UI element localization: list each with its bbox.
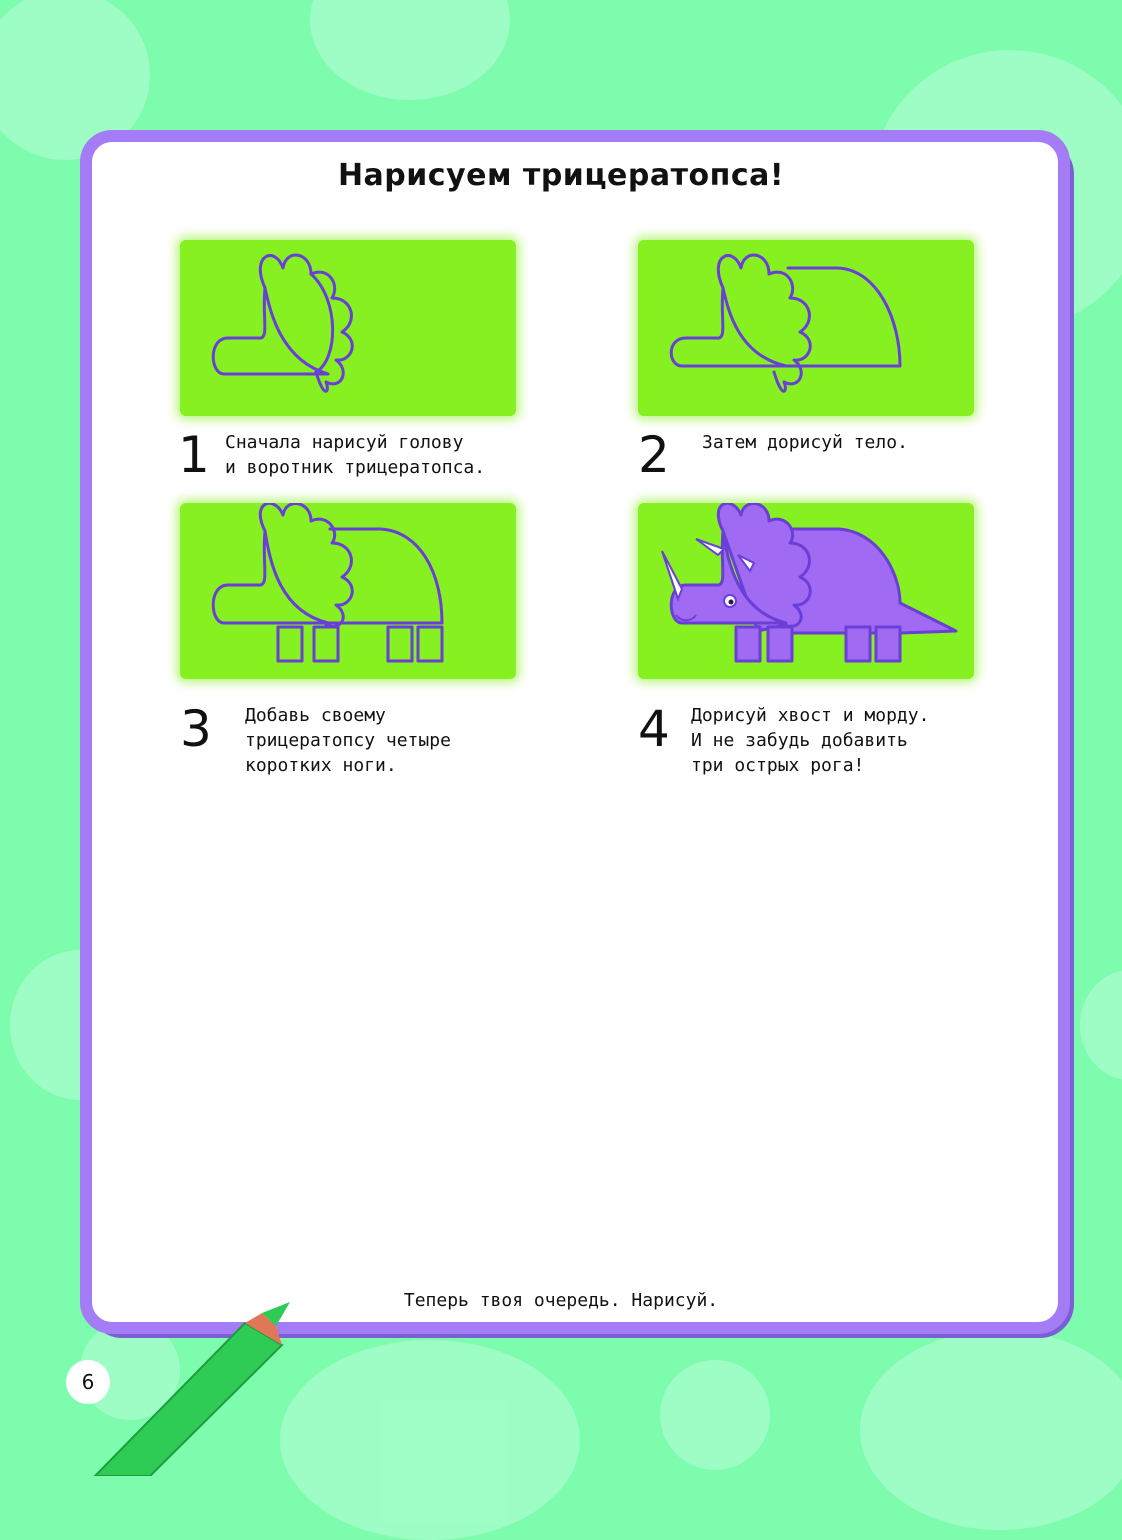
page-title: Нарисуем трицератопса! <box>337 158 785 193</box>
step-3-text: Добавь своему трицератопсу четыре коротких ноги. <box>245 705 451 776</box>
background-bubble <box>280 1340 580 1540</box>
step-4-number: 4 <box>638 700 670 758</box>
step-4-illustration <box>638 503 974 679</box>
background-bubble <box>860 1330 1122 1530</box>
background-bubble <box>660 1360 770 1470</box>
background-bubble <box>310 0 510 100</box>
step-1-text: Сначала нарисуй голову и воротник трицератопса. <box>225 432 486 478</box>
step-4-text: Дорисуй хвост и морду. И не забудь добавить три острых рога! <box>691 705 930 776</box>
step-2-text: Затем дорисуй тело. <box>702 432 908 453</box>
step-3-number: 3 <box>180 700 212 758</box>
background-bubble <box>1080 970 1122 1080</box>
pencil-icon <box>0 0 320 1476</box>
footer-instruction: Теперь твоя очередь. Нарисуй. <box>403 1290 719 1311</box>
page-number: 6 <box>66 1360 110 1404</box>
step-2-illustration <box>638 240 974 416</box>
step-2-number: 2 <box>638 426 670 484</box>
dino-step-4-drawing <box>638 503 974 679</box>
dino-step-2-drawing <box>638 240 974 416</box>
step-1-number: 1 <box>178 426 210 484</box>
